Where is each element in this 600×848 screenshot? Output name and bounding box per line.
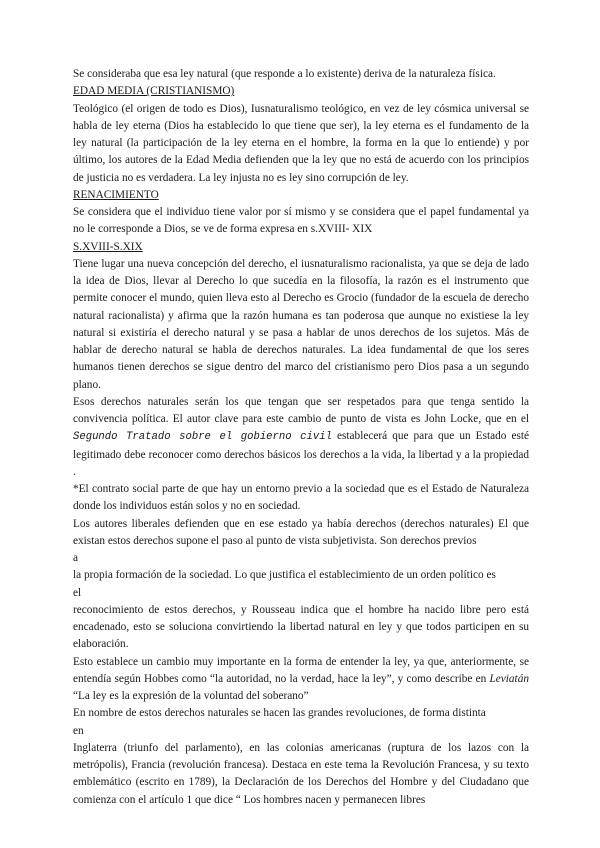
paragraph-revoluciones-2: en: [73, 724, 84, 737]
paragraph-rousseau: reconocimiento de estos derechos, y Rousseau indica que el hombre ha nacido libre pero está encadenado, esto se soluciona convirtiendo la libertad natural en ley y que todos participen en su elaboración.: [73, 603, 529, 651]
locke-text-b: establecerá que para que un Estado esté legitimado debe reconocer como derechos básicos los derechos a la vida, la libertad y a la propiedad .: [73, 430, 530, 478]
paragraph-locke: [73, 394, 529, 481]
intro-paragraph: Se consideraba que esa ley natural (que responde a lo existente) deriva de la naturaleza física.: [73, 68, 496, 80]
heading-edad-media: EDAD MEDIA (CRISTIANISMO): [73, 85, 235, 98]
paragraph-renacimiento: Se considera que el individuo tiene valor por sí mismo y se considera que el papel fundamental ya no le corresponde a Dios, se ve de forma expresa en s.XVIII- XIX: [73, 206, 529, 236]
paragraph-revoluciones-1: En nombre de estos derechos naturales se hacen las grandes revoluciones, de forma distinta: [73, 707, 486, 720]
paragraph-liberales-2: a: [73, 552, 79, 564]
leviatan-title: Leviatán: [489, 672, 529, 685]
locke-text-a: Esos derechos naturales serán los que tengan que ser respetados para que tenga sentido la convivencia política. El autor clave para este cambio de punto de vista es John Locke, que en el: [73, 395, 529, 425]
paragraph-hobbes: [73, 654, 529, 706]
paragraph-contrato-social: *El contrato social parte de que hay un entorno previo a la sociedad que es el Estado de Naturaleza donde los individuos están solos y no en sociedad.: [73, 483, 529, 513]
locke-book-title: Segundo Tratado sobre el gobierno civil: [73, 431, 332, 444]
paragraph-revoluciones-3: Inglaterra (triunfo del parlamento), en las colonias americanas (ruptura de los lazos con la metrópolis), Francia (revolución francesa). Destaca en este tema la Revolución Francesa, y su texto emblemático (escrito en 1789), la Declaración de los Derechos del Hombre y del Ciudadano que comienza con el artículo 1 que dice “ Los hombres nacen y permanecen libres: [73, 741, 529, 806]
paragraph-edad-media: Teológico (el origen de todo es Dios), Iusnaturalismo teológico, en vez de ley cósmica universal se habla de ley eterna (Dios ha establecido lo que tiene que ser), la ley eterna es el fundamento de la ley natural (la participación de la ley eterna en el hombre, la forma en la que lo entiende) y por último, los autores de la Edad Media defienden que la ley que no está de acuerdo con los principios de justicia no es verdadera. La ley injusta no es ley sino corrupción de ley.: [73, 102, 529, 184]
hobbes-text-b: “La ley es la expresión de la voluntad del soberano”: [73, 690, 309, 702]
paragraph-liberales-3: la propia formación de la sociedad. Lo que justifica el establecimiento de un orden político es: [73, 569, 496, 582]
paragraph-liberales-4: el: [73, 586, 82, 599]
document-page: [73, 66, 529, 809]
heading-s-xviii-xix: S.XVIII-S.XIX: [73, 240, 143, 253]
paragraph-iusnaturalismo: Tiene lugar una nueva concepción del derecho, el iusnaturalismo racionalista, ya que se deja de lado la idea de Dios, llevar al Derecho lo que sucedía en la filosofía, la razón es el instrumento que permite conocer el mundo, quien lleva esto al Derecho es Grocio (fundador de la escuela de derecho natural racionalista) y afirma que la razón humana es tan poderosa que aunque no existiese la ley natural si existiría el derecho natural y se pasa a hablar de unos derechos de los sujetos. Más de hablar de derecho natural se habla de derechos naturales. La idea fundamental de que los seres humanos tienen derechos se sigue dentro del marco del cristianismo pero Dios pasa a un segundo plano.: [73, 257, 529, 391]
paragraph-liberales-1: Los autores liberales defienden que en ese estado ya había derechos (derechos naturales) El que existan estos derechos supone el paso al punto de vista subjetivista. Son derechos previos: [73, 517, 529, 547]
hobbes-text-a: Esto establece un cambio muy importante en la forma de entender la ley, ya que, anteriormente, se entendía según Hobbes como “la autoridad, no la verdad, hace la ley”, y como describe en: [73, 655, 529, 685]
heading-renacimiento: RENACIMIENTO: [73, 188, 159, 201]
